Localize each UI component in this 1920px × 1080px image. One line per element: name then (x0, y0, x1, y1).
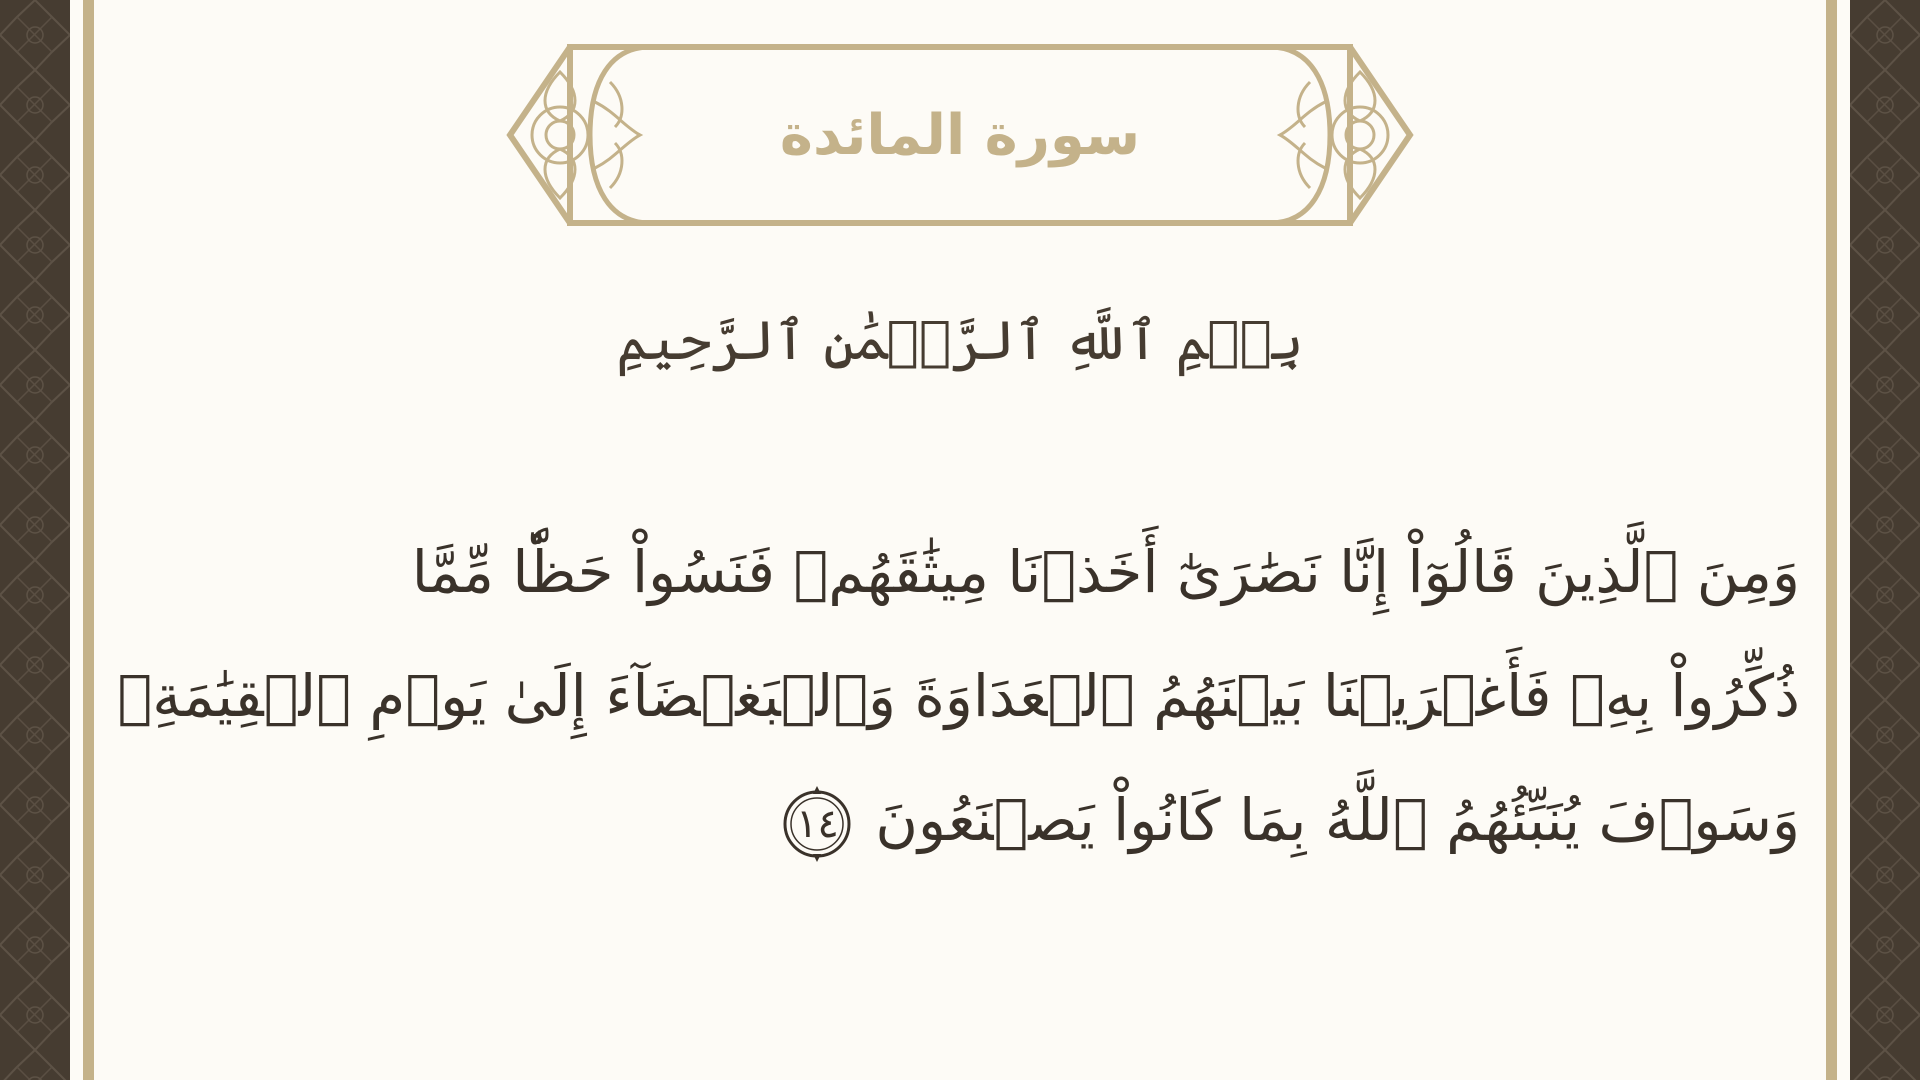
verse-line-1: وَمِنَ ٱلَّذِينَ قَالُوٓاْ إِنَّا نَصَٰرَىٰٓ أَخَذۡنَا مِيثَٰقَهُمۡ فَنَسُواْ حَظّٗا مِّمَّا (411, 538, 1800, 606)
left-ornamental-border (0, 0, 70, 1080)
verse-line-2: ذُكِّرُواْ بِهِۦ فَأَغۡرَيۡنَا بَيۡنَهُمُ ٱلۡعَدَاوَةَ وَٱلۡبَغۡضَآءَ إِلَىٰ يَوۡمِ ٱلۡقِيَٰمَةِۚ (117, 662, 1800, 730)
ayah-end-marker (777, 784, 857, 864)
verse-line-3-text: وَسَوۡفَ يُنَبِّئُهُمُ ٱللَّهُ بِمَا كَانُواْ يَصۡنَعُونَ (875, 786, 1800, 854)
ayah-number: ١٤ (795, 800, 839, 847)
verse-line-3 (370, 758, 1800, 882)
surah-title: سورة المائدة (779, 102, 1141, 168)
basmala: بِسۡمِ ٱللَّهِ ٱلرَّحۡمَٰنِ ٱلرَّحِيمِ (616, 308, 1304, 372)
surah-title-frame (500, 42, 1420, 228)
verse-text (117, 510, 1800, 882)
left-gold-rule (83, 0, 94, 1080)
right-gold-rule (1826, 0, 1837, 1080)
right-ornamental-border (1850, 0, 1920, 1080)
